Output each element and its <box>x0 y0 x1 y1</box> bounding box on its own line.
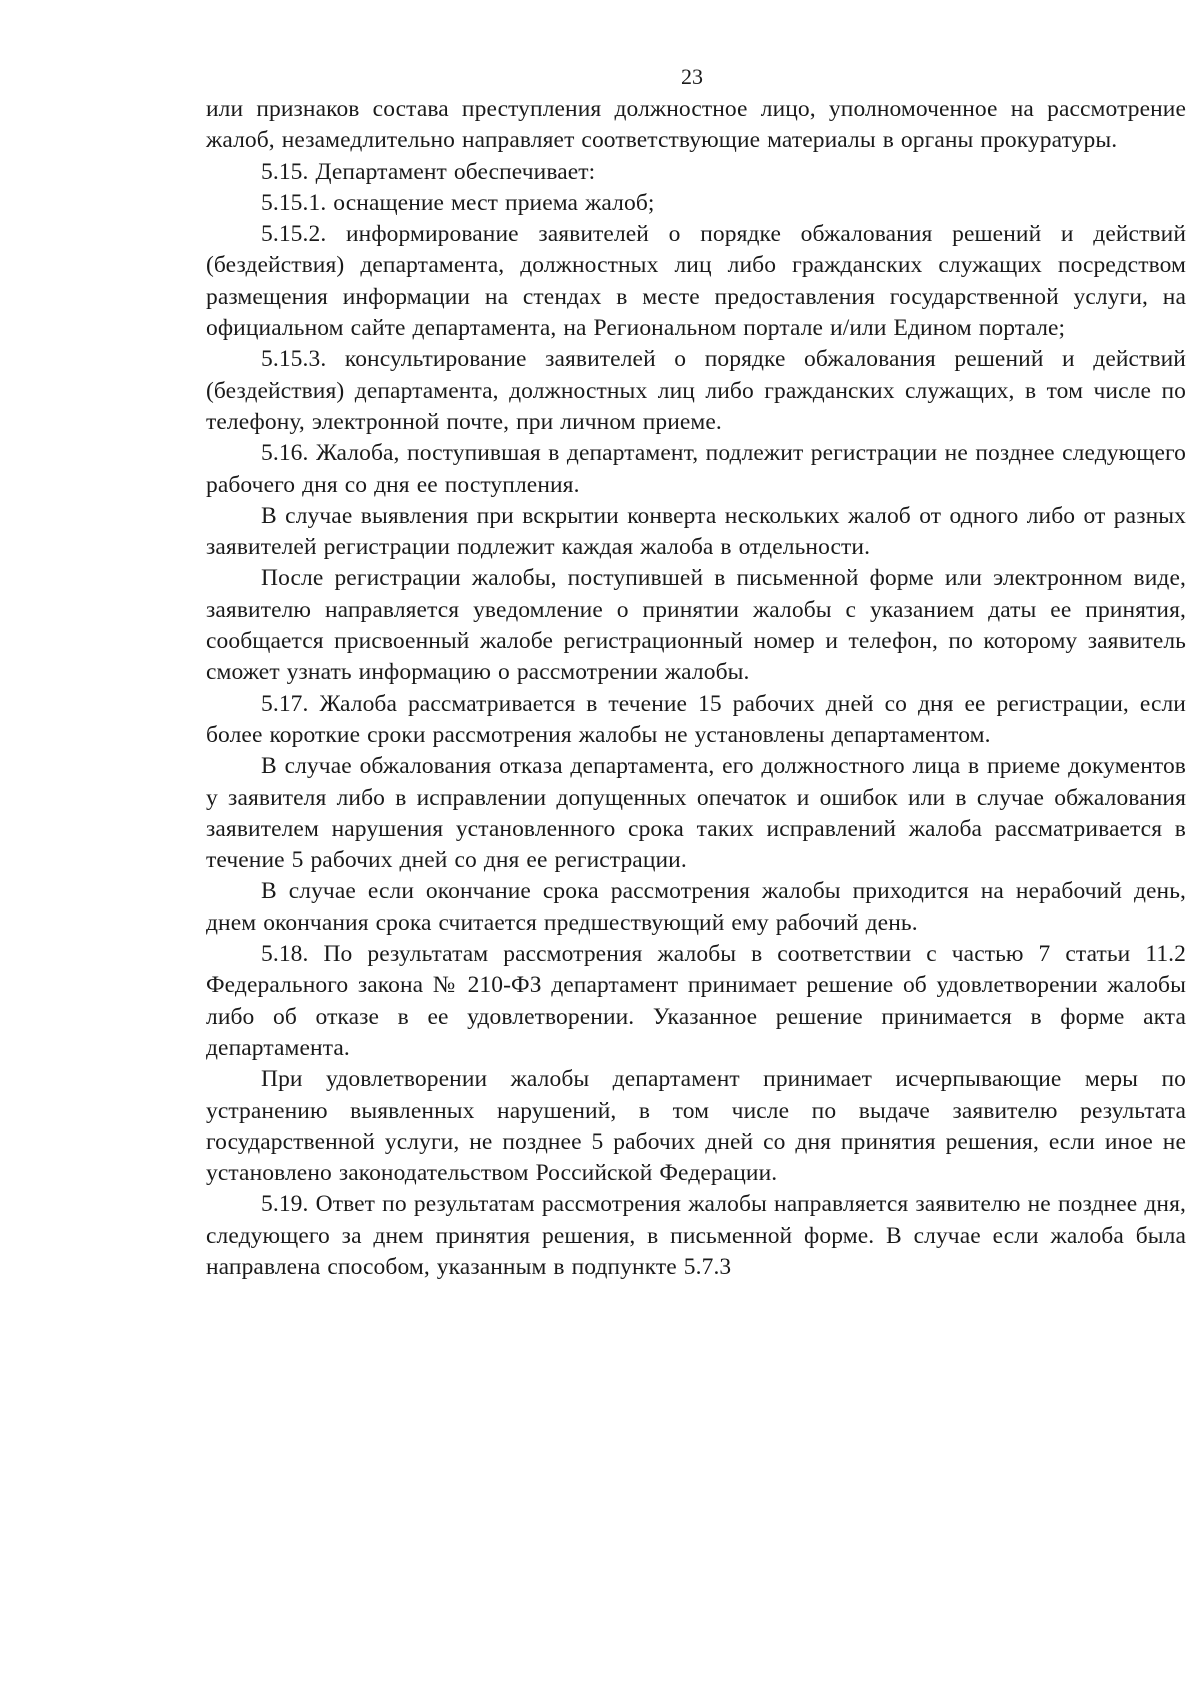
paragraph-multiple-complaints: В случае выявления при вскрытии конверта нескольких жалоб от одного либо от разных заявителей регистрации подлежит каждая жалоба в отдельности. <box>206 502 1186 561</box>
paragraph-5-15-2: 5.15.2. информирование заявителей о порядке обжалования решений и действий (бездействия) департамента, должностных лиц либо гражданских служащих посредством размещения информации на стендах в месте предоставления государственной услуги, на официальном сайте департамента, на Региональном портале и/или Едином портале; <box>206 221 1186 342</box>
paragraph-5-15-3: 5.15.3. консультирование заявителей о порядке обжалования решений и действий (бездействия) департамента, должностных лиц либо гражданских служащих, в том числе по телефону, электронной почте, при личном приеме. <box>206 346 1186 435</box>
paragraph-refusal-appeal: В случае обжалования отказа департамента, его должностного лица в приеме документов у заявителя либо в исправлении допущенных опечаток и ошибок или в случае обжалования заявителем нарушения установленного срока таких исправлений жалоба рассматривается в течение 5 рабочих дней со дня ее регистрации. <box>206 753 1186 874</box>
paragraph-registration-notice: После регистрации жалобы, поступившей в письменной форме или электронном виде, заявителю направляется уведомление о принятии жалобы с указанием даты ее принятия, сообщается присвоенный жалобе регистрационный номер и телефон, по которому заявитель сможет узнать информацию о рассмотрении жалобы. <box>206 565 1186 686</box>
paragraph-5-16: 5.16. Жалоба, поступившая в департамент, подлежит регистрации не позднее следующего рабочего дня со дня ее поступления. <box>206 440 1186 498</box>
paragraph-satisfaction-measures: При удовлетворении жалобы департамент принимает исчерпывающие меры по устранению выявленных нарушений, в том числе по выдаче заявителю результата государственной услуги, не позднее 5 рабочих дней со дня принятия решения, если иное не установлено законодательством Российской Федерации. <box>206 1066 1186 1187</box>
paragraph-5-19: 5.19. Ответ по результатам рассмотрения жалобы направляется заявителю не позднее дня, следующего за днем принятия решения, в письменной форме. В случае если жалоба была направлена способом, указанным в подпункте 5.7.3 <box>206 1191 1186 1280</box>
paragraph-non-working-day: В случае если окончание срока рассмотрения жалобы приходится на нерабочий день, днем окончания срока считается предшествующий ему рабочий день. <box>206 878 1186 936</box>
paragraph-5-15: 5.15. Департамент обеспечивает: <box>261 158 596 185</box>
page-number: 23 <box>681 64 703 89</box>
paragraph-5-17: 5.17. Жалоба рассматривается в течение 15 рабочих дней со дня ее регистрации, если более короткие сроки рассмотрения жалобы не установлены департаментом. <box>206 690 1186 748</box>
paragraph-5-18: 5.18. По результатам рассмотрения жалобы в соответствии с частью 7 статьи 11.2 Федерального закона № 210-ФЗ департамент принимает решение об удовлетворении жалобы либо об отказе в ее удовлетворении. Указанное решение принимается в форме акта департамента. <box>206 941 1186 1061</box>
paragraph-continuation: или признаков состава преступления должностное лицо, уполномоченное на рассмотрение жалоб, незамедлительно направляет соответствующие материалы в органы прокуратуры. <box>206 96 1186 154</box>
paragraph-5-15-1: 5.15.1. оснащение мест приема жалоб; <box>261 189 655 216</box>
document-body <box>206 94 1186 1283</box>
